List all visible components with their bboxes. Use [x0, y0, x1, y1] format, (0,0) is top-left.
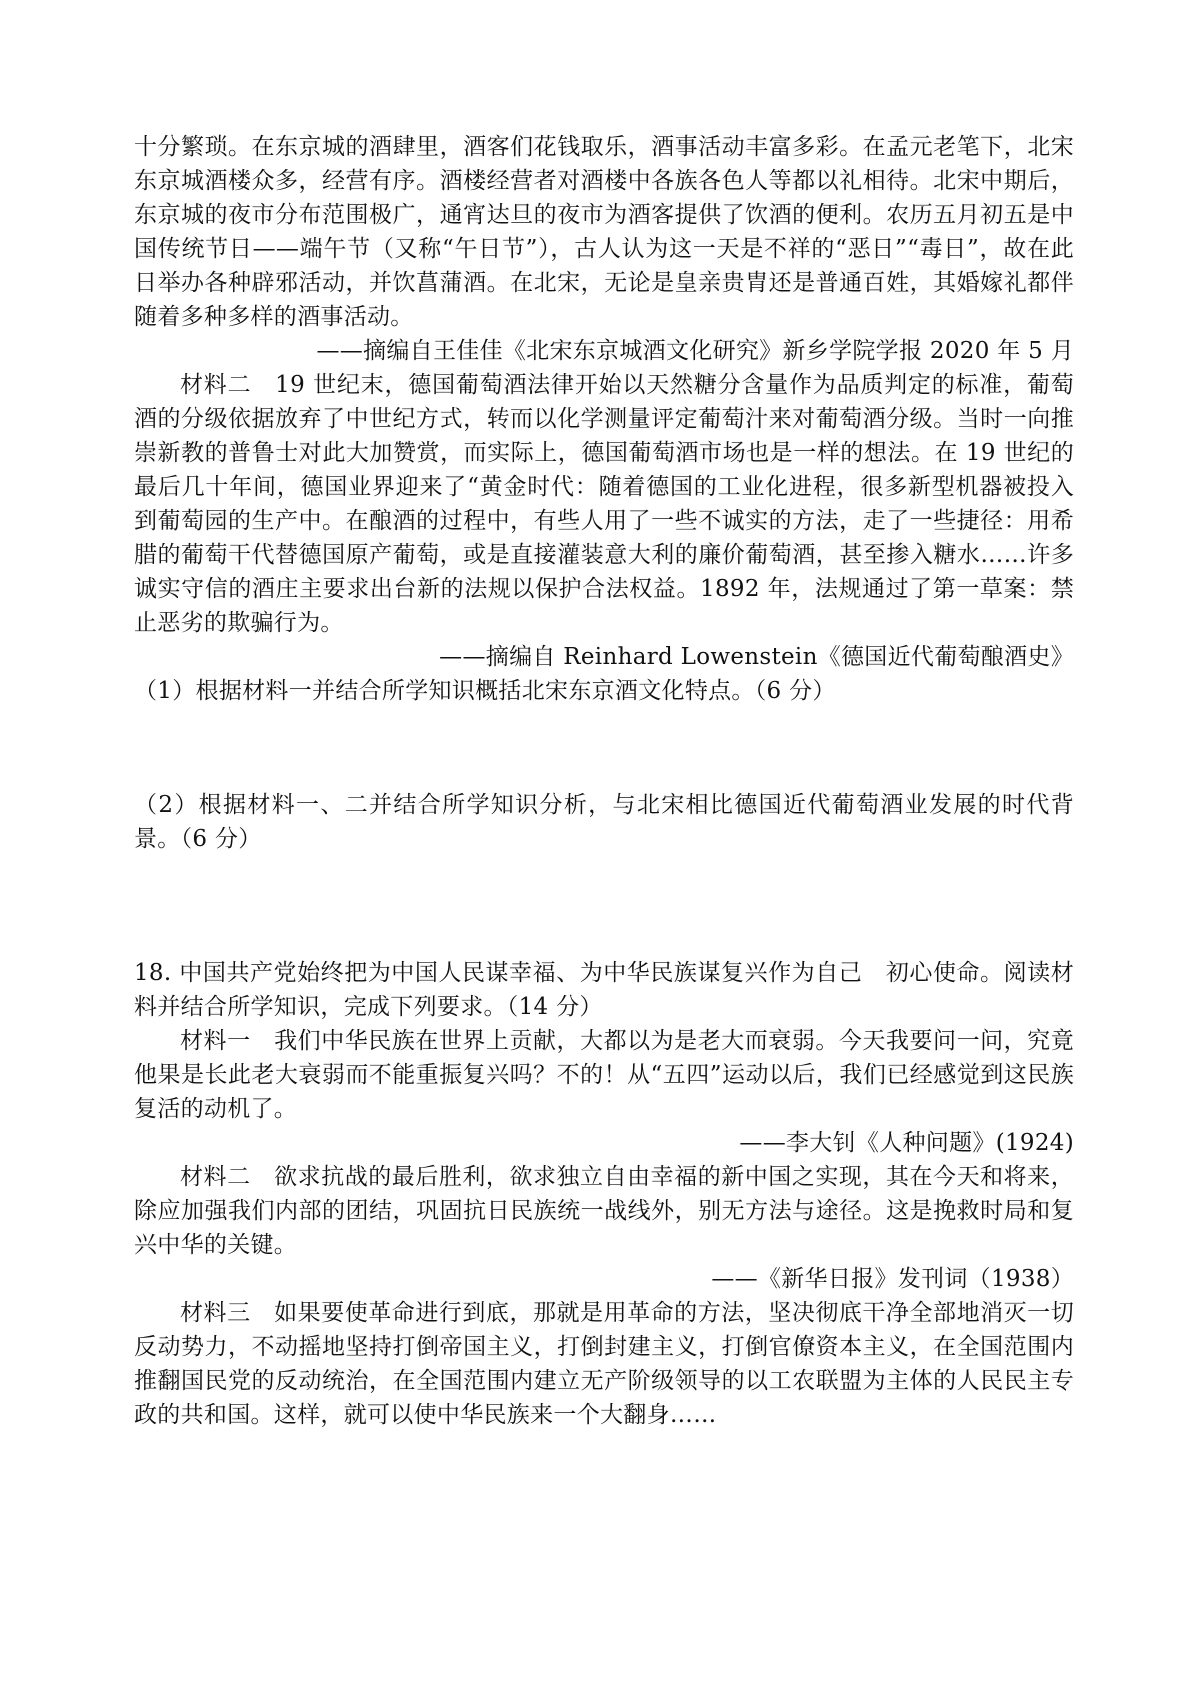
q18-material1-source: ——李大钊《人种问题》(1924) — [739, 1130, 1074, 1156]
page-content — [134, 130, 1074, 1432]
material2-source: ——摘编自 Reinhard Lowenstein《德国近代葡萄酿酒史》 — [439, 644, 1074, 670]
q18-material3: 材料三 如果要使革命进行到底，那就是用革命的方法，坚决彻底干净全部地消灭一切反动势力，不动摇地坚持打倒帝国主义，打倒封建主义，打倒官僚资本主义，在全国范围内推翻国民党的反动统治，在全国范围内建立无产阶级领导的以工农联盟为主体的人民民主专政的共和国。这样，就可以使中华民族来一个大翻身…… — [134, 1300, 1074, 1428]
answer-space-1 — [134, 708, 1074, 788]
question-2: （2）根据材料一、二并结合所学知识分析，与北宋相比德国近代葡萄酒业发展的时代背景。（6 分） — [134, 792, 1074, 852]
answer-space-2 — [134, 856, 1074, 956]
question-1: （1）根据材料一并结合所学知识概括北宋东京酒文化特点。（6 分） — [134, 678, 836, 704]
material1-continuation: 十分繁琐。在东京城的酒肆里，酒客们花钱取乐，酒事活动丰富多彩。在孟元老笔下，北宋东京城酒楼众多，经营有序。酒楼经营者对酒楼中各族各色人等都以礼相待。北宋中期后，东京城的夜市分布范围极广，通宵达旦的夜市为酒客提供了饮酒的便利。农历五月初五是中国传统节日——端午节（又称“午日节”），古人认为这一天是不祥的“恶日”“毒日”，故在此日举办各种辟邪活动，并饮菖蒲酒。在北宋，无论是皇亲贵胄还是普通百姓，其婚嫁礼都伴随着多种多样的酒事活动。 — [134, 134, 1074, 330]
material2-paragraph: 材料二 19 世纪末，德国葡萄酒法律开始以天然糖分含量作为品质判定的标准，葡萄酒的分级依据放弃了中世纪方式，转而以化学测量评定葡萄汁来对葡萄酒分级。当时一向推崇新教的普鲁士对此大加赞赏，而实际上，德国葡萄酒市场也是一样的想法。在 19 世纪的最后几十年间，德国业界迎来了“黄金时代：随着德国的工业化进程，很多新型机器被投入到葡萄园的生产中。在酿酒的过程中，有些人用了一些不诚实的方法，走了一些捷径：用希腊的葡萄干代替德国原产葡萄，或是直接灌装意大利的廉价葡萄酒，甚至掺入糖水……许多诚实守信的酒庄主要求出台新的法规以保护合法权益。1892 年，法规通过了第一草案：禁止恶劣的欺骗行为。 — [134, 372, 1074, 636]
q18-material2-source: ——《新华日报》发刊词（1938） — [711, 1266, 1074, 1292]
q18-material2: 材料二 欲求抗战的最后胜利，欲求独立自由幸福的新中国之实现，其在今天和将来，除应加强我们内部的团结，巩固抗日民族统一战线外，别无方法与途径。这是挽救时局和复兴中华的关键。 — [134, 1164, 1074, 1258]
question-18-stem: 18. 中国共产党始终把为中国人民谋幸福、为中华民族谋复兴作为自己 初心使命。阅读材料并结合所学知识，完成下列要求。（14 分） — [134, 960, 1074, 1020]
material1-source: ——摘编自王佳佳《北宋东京城酒文化研究》新乡学院学报 2020 年 5 月 — [316, 338, 1074, 364]
q18-material1: 材料一 我们中华民族在世界上贡献，大都以为是老大而衰弱。今天我要问一问，究竟他果是长此老大衰弱而不能重振复兴吗？不的！从“五四”运动以后，我们已经感觉到这民族复活的动机了。 — [134, 1028, 1074, 1122]
